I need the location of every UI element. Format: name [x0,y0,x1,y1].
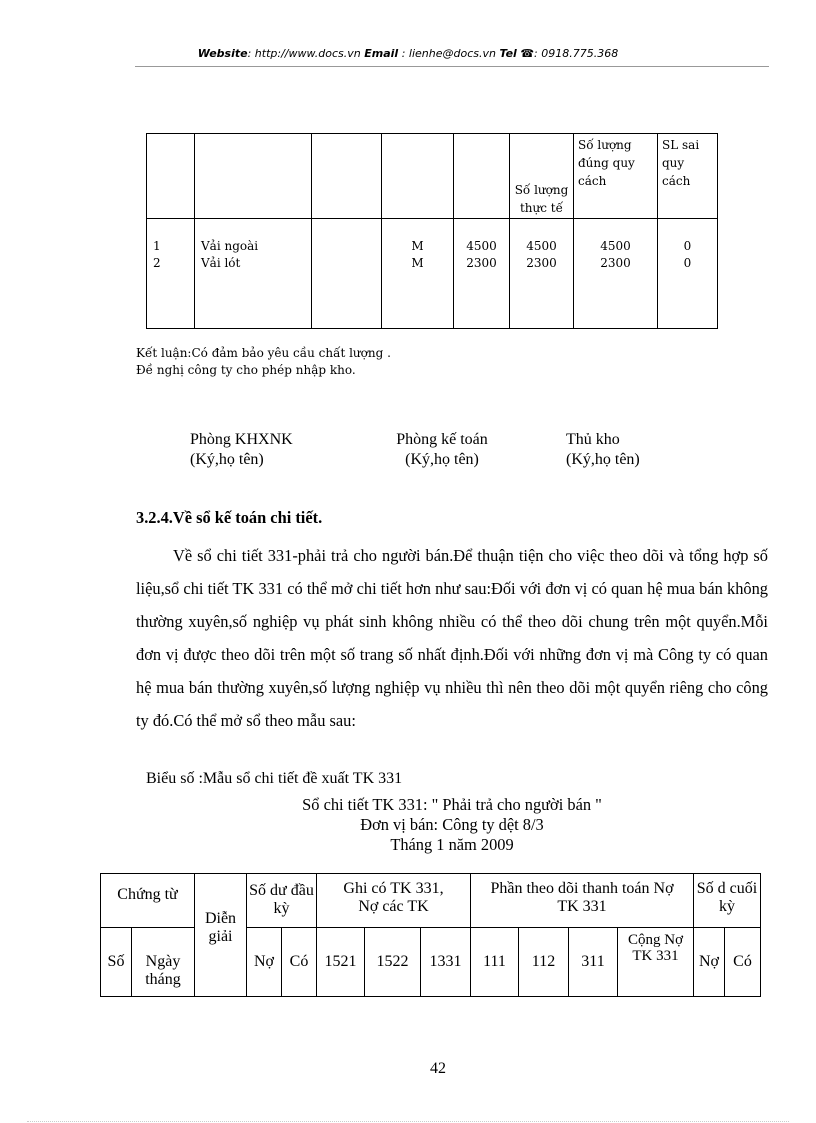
header-cell [195,134,312,219]
row-ok: 4500 [600,239,631,253]
ledger-title: Sổ chi tiết TK 331: " Phải trả cho người bán " [302,795,602,814]
row-stt: 1 [153,239,161,253]
col-co-cuoi: Có [725,928,761,997]
header-actual-qty: Số lượng thực tế [510,134,574,219]
row-qty: 4500 [466,239,497,253]
row-actual: 2300 [526,256,557,270]
col-1331: 1331 [421,928,471,997]
table-header-row [147,134,718,219]
signature-dept: Phòng kế toán [396,431,488,448]
body-paragraph: Về sổ chi tiết 331-phải trả cho người bán.Để thuận tiện cho việc theo dõi và tổng hợp số liệu,sổ chi tiết TK 331 có thể mở chi tiết hơn như sau:Đối với đơn vị có quan hệ mua bán không thường xuyên,số nghiệp vụ phát sinh không nhiều có thể theo dõi chung trên một quyển.Mỗi đơn vị được theo dõi trên một số trang số nhất định.Đối với những đơn vị mà Công ty có quan hệ mua bán thường xuyên,số lượng nghiệp vụ nhiều thì nên theo dõi một quyển riêng cho công ty đó.Có thể mở sổ theo mẫu sau: [136,546,768,730]
seller-name: Đơn vị bán: Công ty dệt 8/3 [360,815,544,834]
col-ghi-co [317,874,471,928]
page-header [0,47,816,60]
col-theo-doi-thanh-toan [471,874,694,928]
row-name: Vải lót [201,256,241,270]
col-so: Số [101,928,132,997]
signature-block [190,430,293,470]
col-111: 111 [471,928,519,997]
header-ok-qty: Số lượng đúng quy cách [574,134,658,219]
tel-value: : 0918.775.368 [534,47,619,60]
table-body-row [147,219,718,329]
tel-label: Tel [499,47,517,60]
inspection-table [146,133,718,329]
col-no: Nợ [247,928,282,997]
conclusion-line: Kết luận:Có đảm bảo yêu cầu chất lượng . [136,346,391,360]
ghi-co-line1: Ghi có TK 331, [343,880,444,897]
ghi-co-line2: Nợ các TK [358,898,429,915]
page-number: 42 [430,1060,446,1077]
form-caption: Biểu số :Mẫu sổ chi tiết đề xuất TK 331 [146,770,403,787]
col-dien-giai: Diễn giải [195,874,247,997]
website-value: : http://www.docs.vn [247,47,361,60]
row-ok: 2300 [600,256,631,270]
row-actual: 4500 [526,239,557,253]
signature-dept: Phòng KHXNK [190,431,293,448]
col-cong-no: Cộng Nợ TK 331 [618,928,694,997]
email-label: Email [364,47,399,60]
row-stt: 2 [153,256,161,270]
row-bad: 0 [683,256,692,270]
footer-divider [27,1121,789,1122]
col-311: 311 [569,928,618,997]
ledger-template-table [100,873,761,997]
col-co: Có [282,928,317,997]
signature-note: (Ký,họ tên) [566,451,640,468]
header-cell [382,134,454,219]
header-cell [454,134,510,219]
col-1522: 1522 [365,928,421,997]
col-so-du-dau-ky: Số dư đầu kỳ [247,874,317,928]
row-name: Vải ngoài [201,239,259,253]
phone-icon: ☎ [520,47,535,60]
email-value: : lienhe@docs.vn [401,47,496,60]
ledger-period: Tháng 1 năm 2009 [390,835,514,854]
ledger-header-row [101,874,761,928]
signature-block [566,430,640,470]
theo-doi-line2: TK 331 [557,898,607,915]
proposal-line: Đề nghị công ty cho phép nhập kho. [136,363,356,377]
col-so-du-cuoi-ky: Số d cuối kỳ [694,874,761,928]
header-cell [312,134,382,219]
header-cell [147,134,195,219]
website-label: Website [197,47,248,60]
header-bad-qty: SL sai quy cách [658,134,718,219]
col-ngay-thang: Ngày tháng [132,928,195,997]
header-divider [135,66,769,67]
row-bad: 0 [683,239,692,253]
col-112: 112 [519,928,569,997]
signature-block [386,430,498,470]
col-no-cuoi: Nợ [694,928,725,997]
row-unit: M [411,256,424,270]
signature-note: (Ký,họ tên) [190,451,264,468]
row-unit: M [411,239,424,253]
signature-dept: Thủ kho [566,431,620,448]
signature-note: (Ký,họ tên) [405,451,479,468]
col-1521: 1521 [317,928,365,997]
theo-doi-line1: Phần theo dõi thanh toán Nợ [490,880,674,897]
empty-cell [312,219,382,329]
section-title: 3.2.4.Về sổ kế toán chi tiết. [136,508,323,527]
row-qty: 2300 [466,256,497,270]
col-chung-tu: Chứng từ [101,874,195,928]
